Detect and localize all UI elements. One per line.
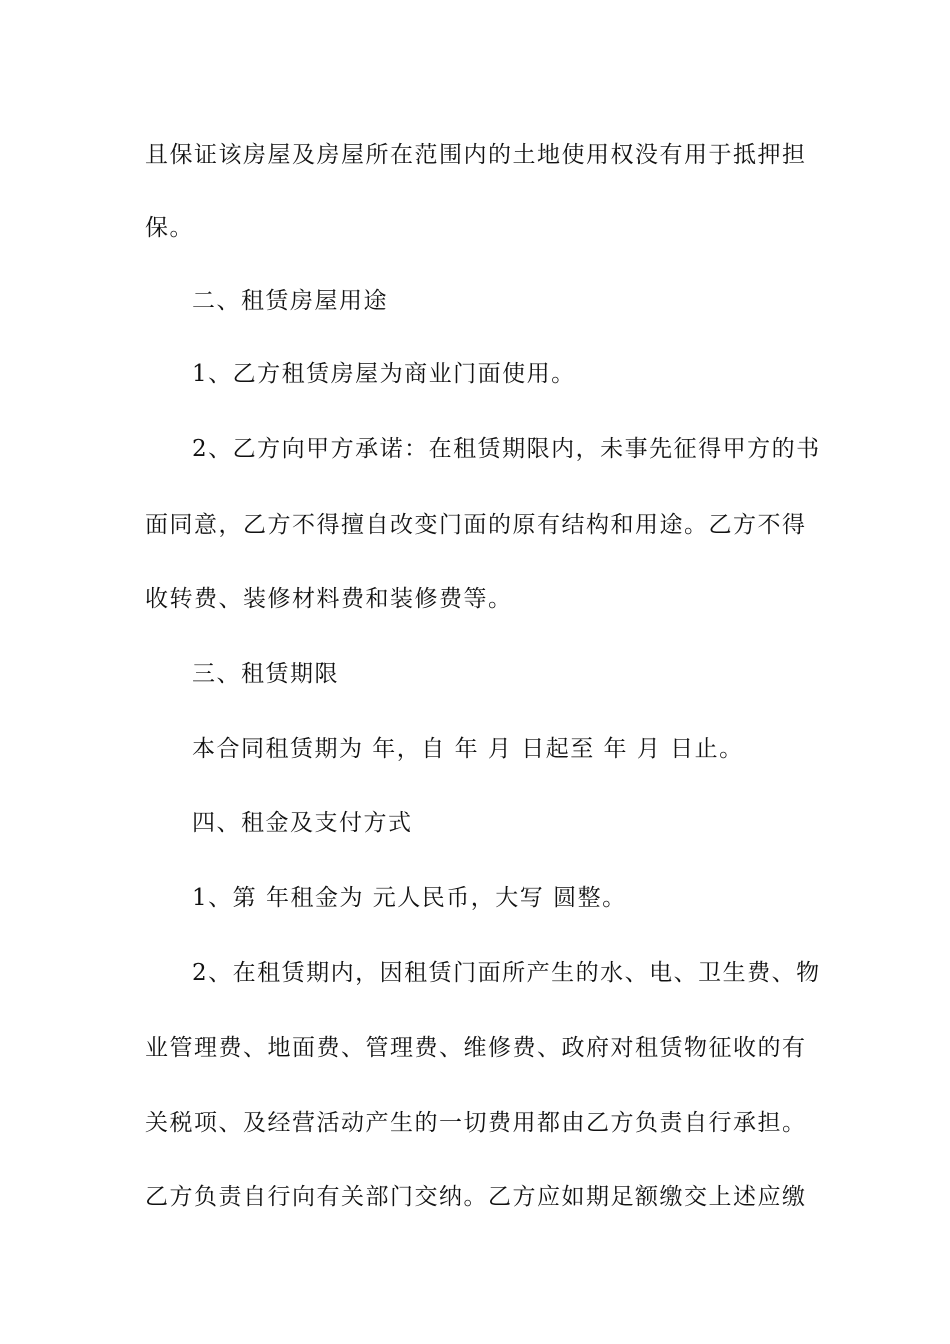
section-heading: 三、租赁期限 — [192, 661, 339, 687]
paragraph-line: 2、在租赁期内，因租赁门面所产生的水、电、卫生费、物 — [192, 960, 821, 986]
paragraph-line: 2、乙方向甲方承诺：在租赁期限内，未事先征得甲方的书 — [192, 436, 821, 462]
paragraph-line: 乙方负责自行向有关部门交纳。乙方应如期足额缴交上述应缴 — [145, 1184, 807, 1210]
section-heading: 二、租赁房屋用途 — [192, 288, 388, 314]
paragraph-line: 面同意，乙方不得擅自改变门面的原有结构和用途。乙方不得 — [145, 512, 807, 538]
paragraph-line: 业管理费、地面费、管理费、维修费、政府对租赁物征收的有 — [145, 1035, 807, 1061]
paragraph-line: 本合同租赁期为 年，自 年 月 日起至 年 月 日止。 — [192, 736, 744, 762]
paragraph-line: 关税项、及经营活动产生的一切费用都由乙方负责自行承担。 — [145, 1110, 807, 1136]
paragraph-line: 1、第 年租金为 元人民币，大写 圆整。 — [192, 885, 627, 911]
section-heading: 四、租金及支付方式 — [192, 810, 413, 836]
paragraph-line: 1、乙方租赁房屋为商业门面使用。 — [192, 361, 576, 387]
paragraph-line: 保。 — [145, 215, 194, 241]
paragraph-line: 且保证该房屋及房屋所在范围内的土地使用权没有用于抵押担 — [145, 142, 807, 168]
paragraph-line: 收转费、装修材料费和装修费等。 — [145, 586, 513, 612]
